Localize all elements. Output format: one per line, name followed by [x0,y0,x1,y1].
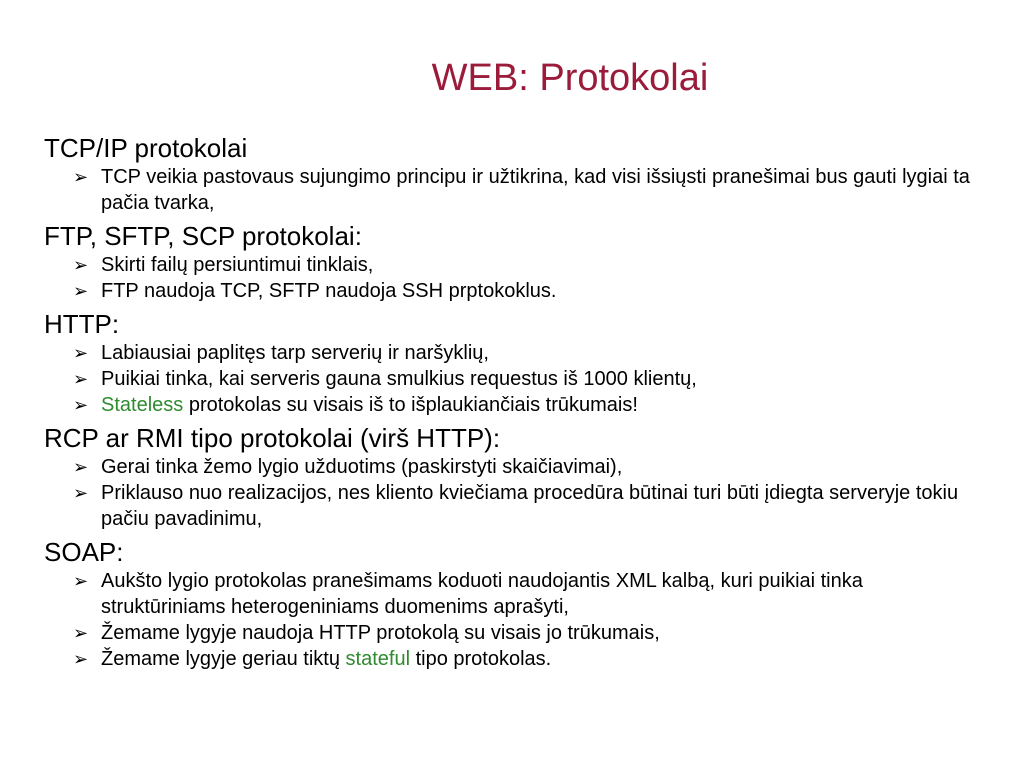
bullet-text: Skirti failų persiuntimui tinklais, [101,254,374,276]
bullet-text: Labiausiai paplitęs tarp serverių ir naršyklių, [101,342,489,364]
accent-term-stateless: Stateless [101,394,184,416]
bullet-text: Priklauso nuo realizacijos, nes kliento kviečiama procedūra būtinai turi būti įdiegta serveryje tokiu pačiu pavadinimu, [101,482,959,530]
bullet-list [44,164,984,216]
section-rpc-rmi [44,422,984,532]
list-item [44,340,984,366]
list-item [44,454,984,480]
arrowhead-bullet-icon: ➢ [73,167,89,187]
arrowhead-bullet-icon: ➢ [73,483,89,503]
arrowhead-bullet-icon: ➢ [73,369,89,389]
list-item [44,568,984,620]
bullet-text: protokolas su visais iš to išplaukiančiais trūkumais! [183,394,638,416]
section-heading: SOAP: [44,537,124,567]
list-item [44,252,984,278]
slide-content [44,132,984,676]
section-heading: TCP/IP protokolai [44,133,248,163]
section-tcp-ip [44,132,984,216]
arrowhead-bullet-icon: ➢ [73,343,89,363]
bullet-text: Puikiai tinka, kai serveris gauna smulkius requestus iš 1000 klientų, [101,368,697,390]
section-http [44,308,984,418]
bullet-list [44,340,984,418]
arrowhead-bullet-icon: ➢ [73,571,89,591]
list-item [44,480,984,532]
list-item [44,620,984,646]
bullet-text: Aukšto lygio protokolas pranešimams koduoti naudojantis XML kalbą, kuri puikiai tinka struktūriniams heterogeniniams duomenims aprašyti, [101,570,863,618]
bullet-text: Gerai tinka žemo lygio užduotims (paskirstyti skaičiavimai), [101,456,623,478]
bullet-text: TCP veikia pastovaus sujungimo principu ir užtikrina, kad visi išsiųsti pranešimai bus gauti lygiai ta pačia tvarka, [101,166,970,214]
list-item [44,392,984,418]
section-ftp [44,220,984,304]
list-item [44,646,984,672]
bullet-text: Žemame lygyje geriau tiktų [101,648,346,670]
bullet-text: tipo protokolas. [410,648,552,670]
arrowhead-bullet-icon: ➢ [73,281,89,301]
arrowhead-bullet-icon: ➢ [73,395,89,415]
arrowhead-bullet-icon: ➢ [73,255,89,275]
bullet-text: Žemame lygyje naudoja HTTP protokolą su visais jo trūkumais, [101,622,660,644]
arrowhead-bullet-icon: ➢ [73,623,89,643]
list-item [44,164,984,216]
list-item [44,366,984,392]
accent-term-stateful: stateful [345,648,411,670]
bullet-text: FTP naudoja TCP, SFTP naudoja SSH prptokoklus. [101,280,557,302]
slide-title: WEB: Protokolai [431,57,709,99]
bullet-list [44,568,984,672]
list-item [44,278,984,304]
bullet-list [44,252,984,304]
section-heading: HTTP: [44,309,120,339]
section-soap [44,536,984,672]
arrowhead-bullet-icon: ➢ [73,649,89,669]
section-heading: RCP ar RMI tipo protokolai (virš HTTP): [44,423,501,453]
bullet-list [44,454,984,532]
arrowhead-bullet-icon: ➢ [73,457,89,477]
section-heading: FTP, SFTP, SCP protokolai: [44,221,362,251]
